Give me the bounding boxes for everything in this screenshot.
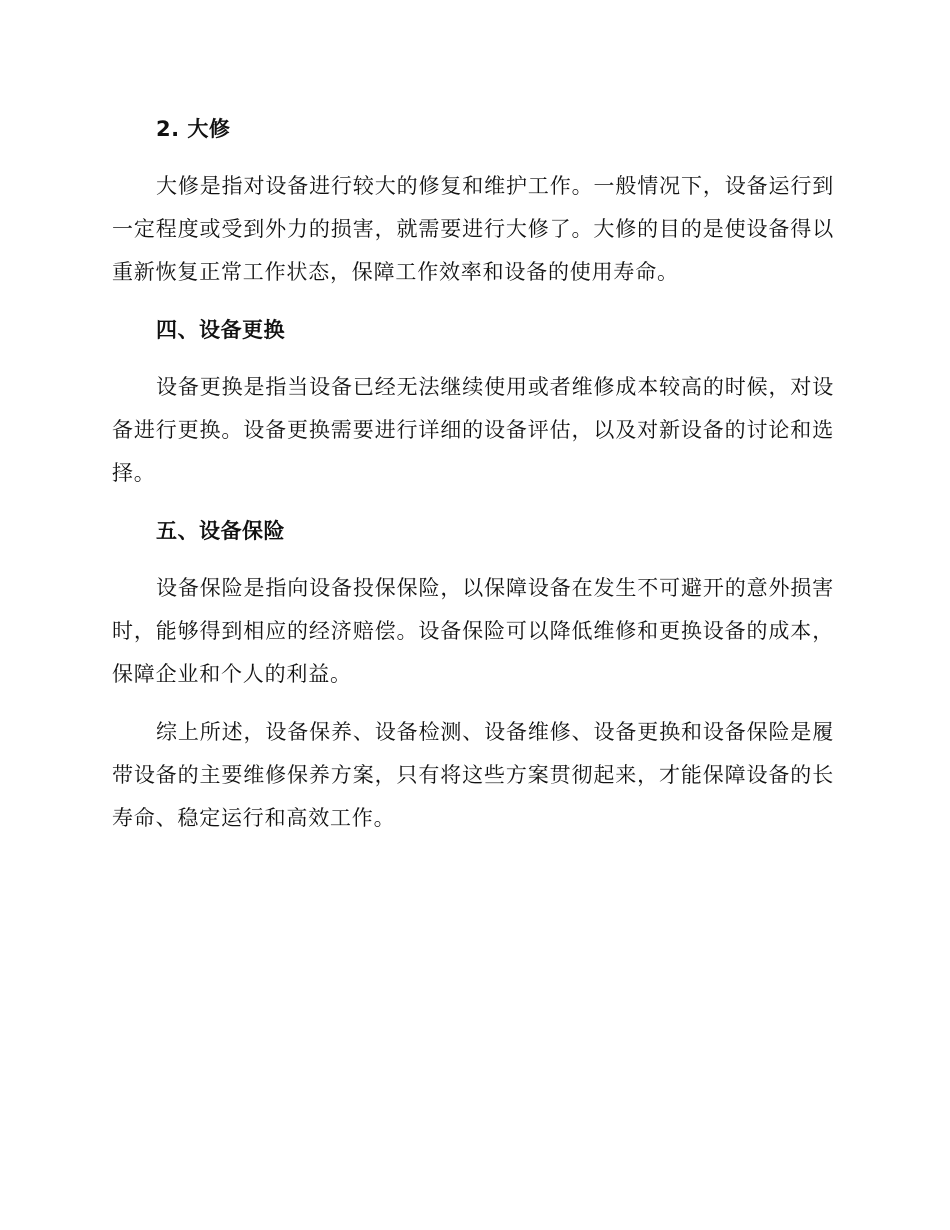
section-heading-equipment-replacement: 四、设备更换 (156, 318, 285, 342)
paragraph-major-repair: 大修是指对设备进行较大的修复和维护工作。一般情况下，设备运行到一定程度或受到外力的损害，就需要进行大修了。大修的目的是使设备得以重新恢复正常工作状态，保障工作效率和设备的使用寿命。 (112, 174, 834, 284)
section-heading-equipment-insurance: 五、设备保险 (156, 519, 285, 543)
paragraph-equipment-insurance: 设备保险是指向设备投保保险，以保障设备在发生不可避开的意外损害时，能够得到相应的经济赔偿。设备保险可以降低维修和更换设备的成本，保障企业和个人的利益。 (112, 576, 834, 686)
paragraph-equipment-replacement: 设备更换是指当设备已经无法继续使用或者维修成本较高的时候，对设备进行更换。设备更换需要进行详细的设备评估，以及对新设备的讨论和选择。 (112, 375, 834, 485)
document-body (112, 108, 834, 840)
section-heading-major-repair: 2. 大修 (156, 117, 231, 141)
paragraph-summary: 综上所述，设备保养、设备检测、设备维修、设备更换和设备保险是履带设备的主要维修保养方案，只有将这些方案贯彻起来，才能保障设备的长寿命、稳定运行和高效工作。 (112, 720, 834, 830)
